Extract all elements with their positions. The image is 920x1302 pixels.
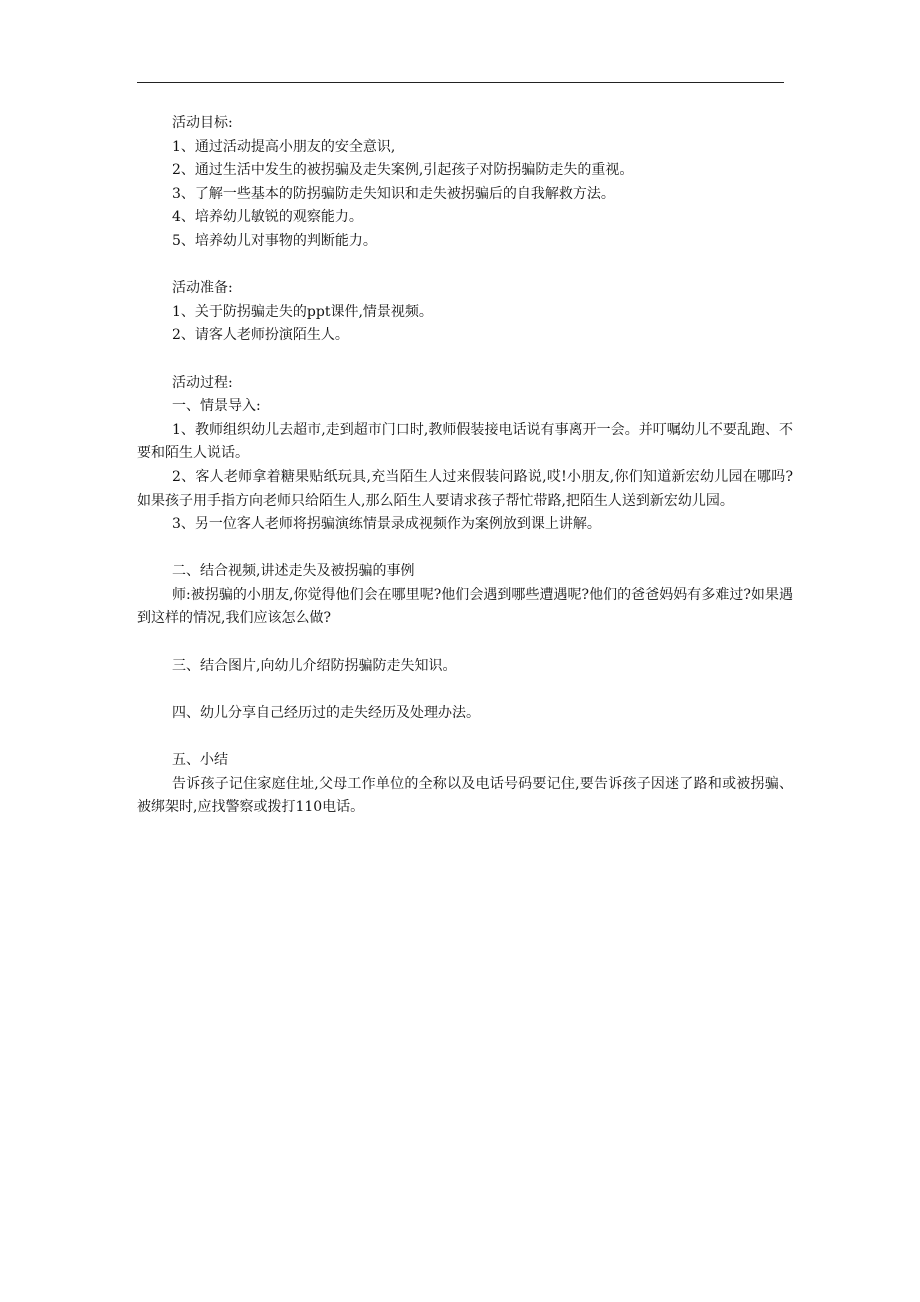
section-title-3: 三、结合图片,向幼儿介绍防拐骗防走失知识。 [172, 657, 457, 674]
preparation-item: 2、请客人老师扮演陌生人。 [172, 327, 349, 344]
process-step: 3、另一位客人老师将拐骗演练情景录成视频作为案例放到课上讲解。 [172, 516, 601, 533]
goals-heading: 活动目标: [172, 115, 233, 131]
goal-item: 5、培养幼儿对事物的判断能力。 [172, 232, 377, 249]
document-body [137, 112, 793, 820]
spacer [137, 254, 793, 278]
process-step: 2、客人老师拿着糖果贴纸玩具,充当陌生人过来假装问路说,哎!小朋友,你们知道新宏幼儿园在哪吗?如果孩子用手指方向老师只给陌生人,那么陌生人要请求孩子帮忙带路,把陌生人送到新宏幼儿园。 [137, 468, 793, 509]
goal-item: 4、培养幼儿敏锐的观察能力。 [172, 209, 363, 226]
section-title-4: 四、幼儿分享自己经历过的走失经历及处理办法。 [172, 704, 480, 721]
process-heading: 活动过程: [172, 374, 233, 391]
spacer [137, 725, 793, 749]
preparation-item: 1、关于防拐骗走失的ppt课件,情景视频。 [172, 303, 433, 320]
section-title-2: 二、结合视频,讲述走失及被拐骗的事例 [172, 563, 415, 580]
section-text-2: 师:被拐骗的小朋友,你觉得他们会在哪里呢?他们会遇到哪些遭遇呢?他们的爸爸妈妈有多难过?如果遇到这样的情况,我们应该怎么做? [137, 586, 793, 627]
section-text-5: 告诉孩子记住家庭住址,父母工作单位的全称以及电话号码要记住,要告诉孩子因迷了路和或被拐骗、被绑架时,应找警察或拨打110电话。 [137, 775, 793, 816]
section-title-1: 一、情景导入: [172, 398, 261, 415]
preparation-heading: 活动准备: [172, 280, 233, 297]
section-title-5: 五、小结 [172, 752, 228, 769]
spacer [137, 537, 793, 561]
spacer [137, 348, 793, 372]
goal-item: 1、通过活动提高小朋友的安全意识, [172, 138, 396, 155]
header-rule [137, 82, 784, 83]
goal-item: 2、通过生活中发生的被拐骗及走失案例,引起孩子对防拐骗防走失的重视。 [172, 162, 634, 179]
goal-item: 3、了解一些基本的防拐骗防走失知识和走失被拐骗后的自我解救方法。 [172, 185, 615, 202]
process-step: 1、教师组织幼儿去超市,走到超市门口时,教师假装接电话说有事离开一会。并叮嘱幼儿不要乱跑、不要和陌生人说话。 [137, 421, 793, 462]
spacer [137, 631, 793, 655]
spacer [137, 678, 793, 702]
